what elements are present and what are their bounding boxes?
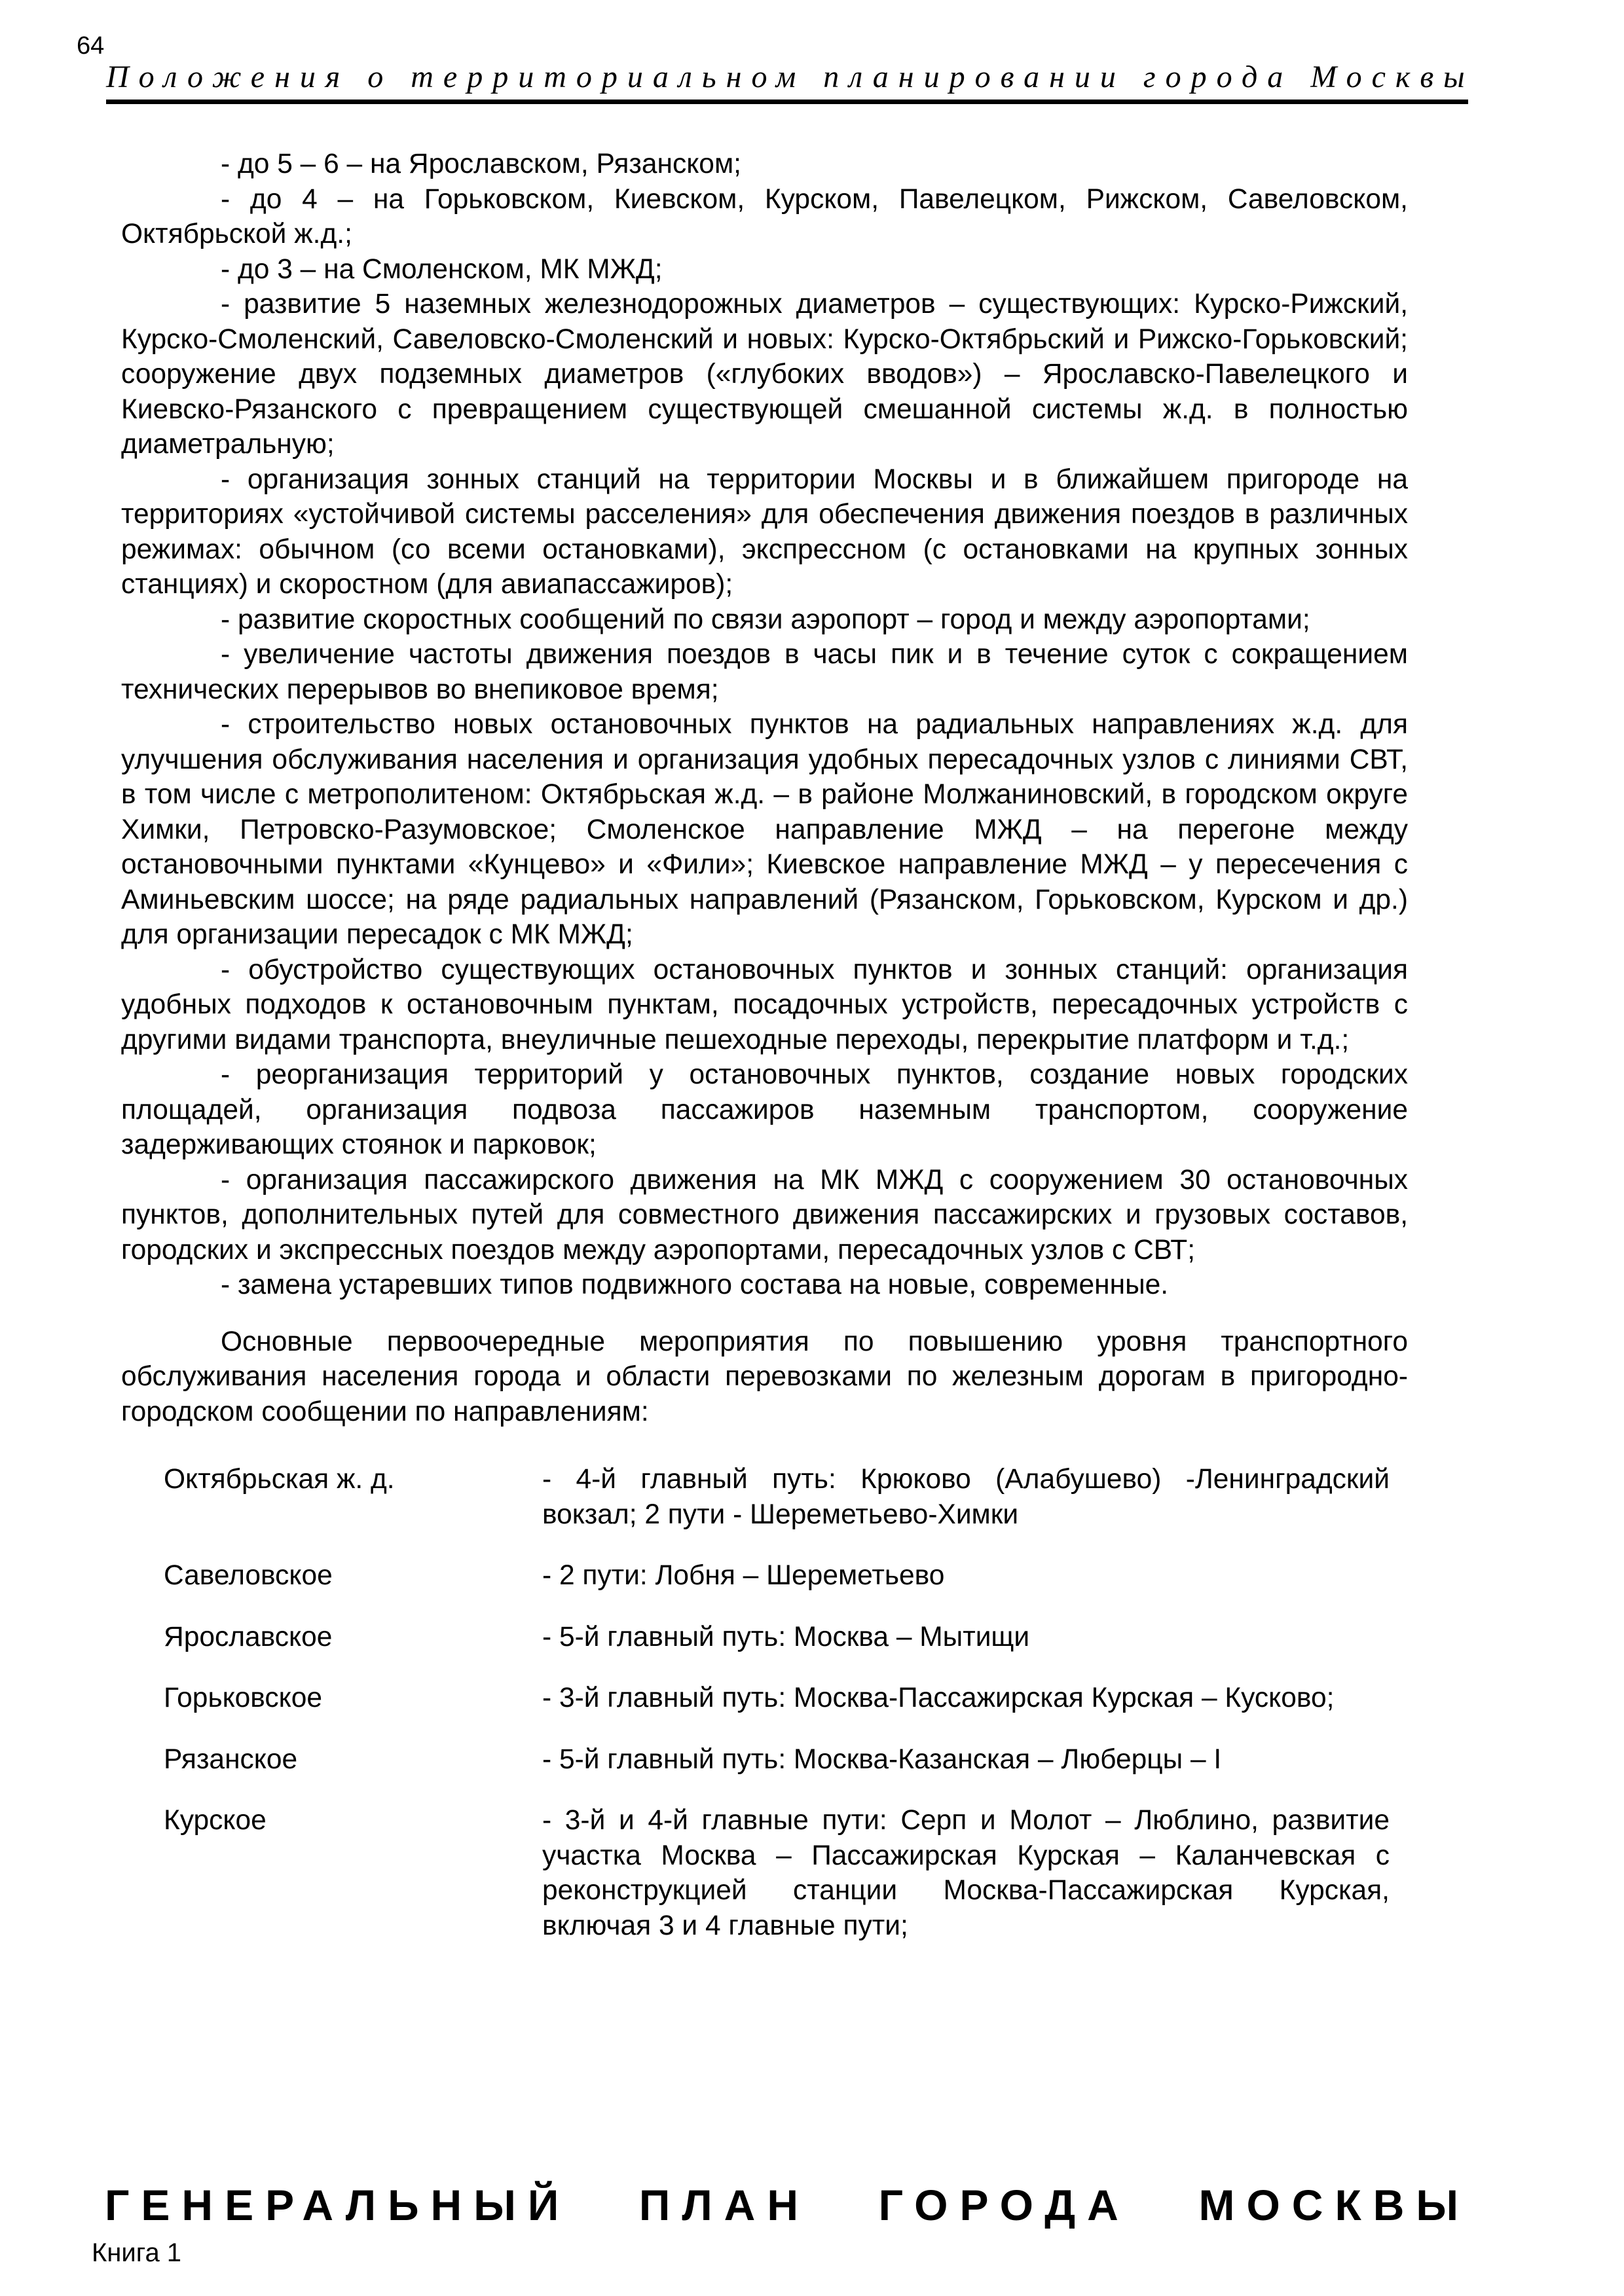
- route-name: Савеловское: [164, 1560, 333, 1591]
- list-item: - до 3 – на Смоленском, МК МЖД;: [221, 253, 663, 285]
- document-body: [121, 147, 1408, 1969]
- list-item: - реорганизация территорий у остановочных пунктов, создание новых городских площадей, организация подвоза пассажиров наземным транспортом, сооружение задерживающих стоянок и парковок;: [121, 1059, 1408, 1160]
- list-item: - организация зонных станций на территории Москвы и в ближайшем пригороде на территориях «устойчивой системы расселения» для обеспечения движения поездов в различных режимах: обычном (со всеми остановками), экспрессном (с остановками на крупных зонных станциях) и скоростном (для авиапассажиров);: [121, 464, 1408, 600]
- route-row: [164, 1620, 1390, 1655]
- list-item: - строительство новых остановочных пунктов на радиальных направлениях ж.д. для улучшения обслуживания населения и организация удобных пересадочных узлов с линиями СВТ, в том числе с метрополитеном: Октябрьская ж.д. – в районе Молжаниновский, в городском округе Химки, Петровско-Разумовское; Смоленское направление МЖД – на перегоне между остановочными пунктами «Кунцево» и «Фили»; Киевское направление МЖД – у пересечения с Аминьевским шоссе; на ряде радиальных направлений (Рязанском, Горьковском, Курском и др.) для организации пересадок с МК МЖД;: [121, 709, 1408, 950]
- list-item: - обустройство существующих остановочных пунктов и зонных станций: организация удобных подходов к остановочным пунктам, посадочных устройств, пересадочных устройств с другими видами транспорта, внеуличные пешеходные переходы, перекрытие платформ и т.д.;: [121, 954, 1408, 1055]
- route-row: [164, 1742, 1390, 1777]
- list-item: - развитие 5 наземных железнодорожных диаметров – существующих: Курско-Рижский, Курско-Смоленский, Савеловско-Смоленский и новых: Курско-Октябрьский и Рижско-Горьковский; сооружение двух подземных диаметров («глубоких вводов») – Ярославско-Павелецкого и Киевско-Рязанского с превращением существующей смешанной системы ж.д. в полностью диаметральную;: [121, 289, 1408, 460]
- route-description: - 5-й главный путь: Москва-Казанская – Люберцы – I: [542, 1743, 1222, 1775]
- route-name: Рязанское: [164, 1743, 298, 1775]
- route-row: [164, 1681, 1390, 1716]
- running-header: Положения о территориальном планировании города Москвы: [106, 60, 1475, 94]
- list-item: - до 5 – 6 – на Ярославском, Рязанском;: [221, 149, 741, 179]
- route-description: - 3-й главный путь: Москва-Пассажирская Курская – Кусково;: [542, 1683, 1335, 1713]
- paragraph-gap: [121, 1303, 1408, 1324]
- bullet-list: [121, 147, 1408, 1303]
- route-description: - 3-й и 4-й главные пути: Серп и Молот – Люблино, развитие участка Москва – Пассажирская Курская – Каланчевская с реконструкцией станции Москва-Пассажирская Курская, включая 3 и 4 главные пути;: [542, 1805, 1390, 1941]
- intro-paragraph: Основные первоочередные мероприятия по повышению уровня транспортного обслуживания населения города и области перевозками по железным дорогам в пригородно-городском сообщении по направлениям:: [121, 1326, 1408, 1427]
- route-row: [164, 1803, 1390, 1943]
- route-name: Октябрьская ж. д.: [164, 1464, 395, 1495]
- list-item: - увеличение частоты движения поездов в часы пик и в течение суток с сокращением технических перерывов во внепиковое время;: [121, 639, 1408, 705]
- list-item: - развитие скоростных сообщений по связи аэропорт – город и между аэропортами;: [221, 604, 1310, 635]
- list-item: - организация пассажирского движения на МК МЖД с сооружением 30 остановочных пунктов, дополнительных путей для совместного движения пассажирских и грузовых составов, городских и экспрессных поездов между аэропортами, пересадочных узлов с СВТ;: [121, 1164, 1408, 1266]
- page-number: 64: [77, 32, 105, 60]
- route-name: Горьковское: [164, 1683, 322, 1713]
- route-row: [164, 1558, 1390, 1594]
- route-description: - 4-й главный путь: Крюково (Алабушево) -Ленинградский вокзал; 2 пути - Шереметьево-Химки: [542, 1464, 1390, 1530]
- route-description: - 5-й главный путь: Москва – Мытищи: [542, 1621, 1030, 1652]
- route-description: - 2 пути: Лобня – Шереметьево: [542, 1560, 945, 1591]
- header-rule: [106, 100, 1468, 104]
- route-name: Курское: [164, 1805, 267, 1836]
- route-row: [164, 1462, 1390, 1532]
- footer-title: ГЕНЕРАЛЬНЫЙ ПЛАН ГОРОДА МОСКВЫ: [105, 2181, 1470, 2229]
- route-name: Ярославское: [164, 1621, 333, 1652]
- footer-book-label: Книга 1: [92, 2238, 182, 2267]
- route-table: [164, 1462, 1390, 1943]
- list-item: - до 4 – на Горьковском, Киевском, Курском, Павелецком, Рижском, Савеловском, Октябрьской ж.д.;: [121, 183, 1408, 249]
- list-item: - замена устаревших типов подвижного состава на новые, современные.: [221, 1269, 1169, 1300]
